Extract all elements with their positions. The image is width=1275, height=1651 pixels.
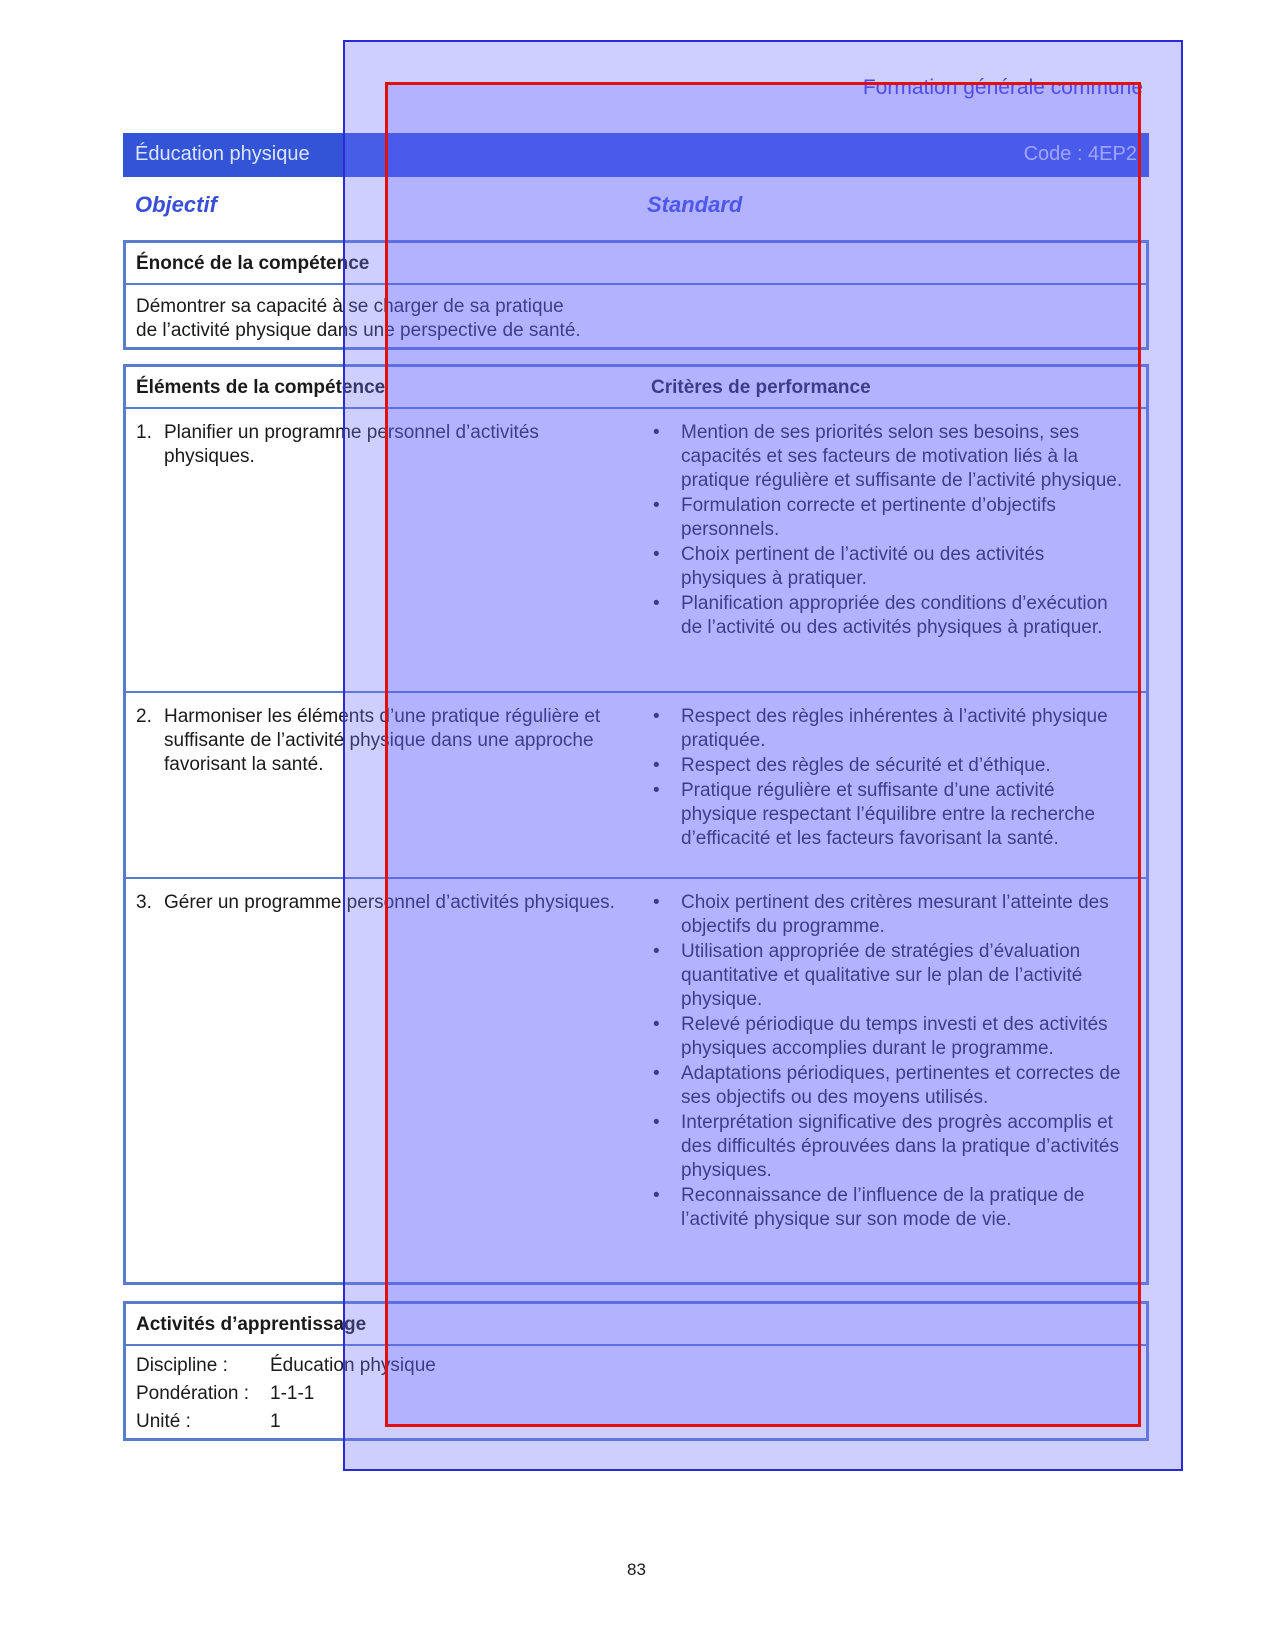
bullet-icon: • [653, 422, 660, 443]
activites-body [126, 1346, 1146, 1442]
criterion-text: Respect des règles inhérentes à l’activité physique pratiquée. [681, 706, 1108, 751]
element-number: 1. [136, 422, 152, 443]
bullet-icon: • [653, 780, 660, 801]
element-row [126, 409, 1146, 693]
criterion-item [651, 779, 1126, 851]
enonce-body [126, 285, 1146, 353]
enonce-line: Démontrer sa capacité à se charger de sa pratique [136, 296, 564, 317]
bullet-icon: • [653, 706, 660, 727]
running-head: Formation générale commune [862, 76, 1143, 99]
element-description: Gérer un programme personnel d’activités physiques. [164, 892, 615, 913]
criterion-text: Interprétation significative des progrès accomplis et des difficultés éprouvées dans la pratique d’activités physiques. [681, 1112, 1119, 1181]
element-text [136, 891, 626, 915]
title-bar [123, 133, 1149, 177]
bullet-icon: • [653, 1112, 660, 1133]
discipline-row [136, 1352, 1136, 1380]
activites-header: Activités d’apprentissage [126, 1304, 1146, 1346]
heading-objectif: Objectif [135, 192, 217, 217]
criteria-list [651, 705, 1126, 852]
enonce-box [123, 240, 1149, 350]
element-description: Harmoniser les éléments d’une pratique régulière et suffisante de l’activité physique dans une approche favorisant la santé. [164, 706, 601, 775]
bullet-icon: • [653, 593, 660, 614]
ponderation-label: Pondération : [136, 1383, 250, 1404]
enonce-header: Énoncé de la compétence [126, 243, 1146, 285]
criterion-item [651, 494, 1126, 542]
bullet-icon: • [653, 1014, 660, 1035]
ponderation-value: 1-1-1 [270, 1383, 315, 1404]
discipline-label: Discipline : [136, 1355, 228, 1376]
elements-header-left: Éléments de la compétence [136, 377, 386, 398]
element-text [136, 421, 626, 469]
criterion-item [651, 1062, 1126, 1110]
criterion-item [651, 421, 1126, 493]
heading-standard: Standard [647, 192, 743, 217]
criterion-item [651, 1111, 1126, 1183]
criterion-text: Formulation correcte et pertinente d’objectifs personnels. [681, 495, 1056, 540]
element-row [126, 879, 1146, 1284]
criterion-text: Reconnaissance de l’influence de la pratique de l’activité physique sur son mode de vie. [681, 1185, 1085, 1230]
criterion-text: Adaptations périodiques, pertinentes et correctes de ses objectifs ou des moyens utilisés. [681, 1063, 1121, 1108]
criterion-item [651, 1013, 1126, 1061]
elements-header-right: Critères de performance [651, 377, 871, 398]
criterion-item [651, 891, 1126, 939]
course-code: Code : 4EP2 [1023, 143, 1137, 165]
criterion-item [651, 705, 1126, 753]
ponderation-row [136, 1380, 1136, 1408]
criteria-list [651, 421, 1126, 641]
bullet-icon: • [653, 544, 660, 565]
enonce-line: de l’activité physique dans une perspective de santé. [136, 320, 581, 341]
activites-box [123, 1301, 1149, 1441]
unite-value: 1 [270, 1411, 281, 1432]
element-row [126, 693, 1146, 879]
elements-box [123, 364, 1149, 1285]
page-number: 83 [627, 1560, 646, 1579]
criterion-item [651, 543, 1126, 591]
criterion-item [651, 592, 1126, 640]
bullet-icon: • [653, 892, 660, 913]
elements-header [126, 367, 1146, 409]
unite-row [136, 1408, 1136, 1436]
criterion-text: Choix pertinent de l’activité ou des activités physiques à pratiquer. [681, 544, 1045, 589]
criterion-text: Relevé périodique du temps investi et des activités physiques accomplies durant le programme. [681, 1014, 1108, 1059]
element-number: 3. [136, 892, 152, 913]
discipline-title: Éducation physique [135, 143, 310, 165]
bullet-icon: • [653, 495, 660, 516]
bullet-icon: • [653, 1185, 660, 1206]
element-description: Planifier un programme personnel d’activités physiques. [164, 422, 539, 467]
discipline-value: Éducation physique [270, 1355, 436, 1376]
criterion-item [651, 940, 1126, 1012]
criterion-text: Choix pertinent des critères mesurant l’atteinte des objectifs du programme. [681, 892, 1109, 937]
criterion-text: Mention de ses priorités selon ses besoins, ses capacités et ses facteurs de motivation liés à la pratique régulière et suffisante de l’activité physique. [681, 422, 1123, 491]
element-text [136, 705, 626, 777]
criterion-item [651, 1184, 1126, 1232]
criteria-list [651, 891, 1126, 1233]
criterion-text: Respect des règles de sécurité et d’éthique. [681, 755, 1051, 776]
element-number: 2. [136, 706, 152, 727]
criterion-text: Pratique régulière et suffisante d’une activité physique respectant l’équilibre entre la recherche d’efficacité et les facteurs favorisant la santé. [681, 780, 1096, 849]
criterion-item [651, 754, 1126, 778]
criterion-text: Planification appropriée des conditions d’exécution de l’activité ou des activités physiques à pratiquer. [681, 593, 1108, 638]
bullet-icon: • [653, 1063, 660, 1084]
unite-label: Unité : [136, 1411, 191, 1432]
criterion-text: Utilisation appropriée de stratégies d’évaluation quantitative et qualitative sur le plan de l’activité physique. [681, 941, 1083, 1010]
bullet-icon: • [653, 755, 660, 776]
bullet-icon: • [653, 941, 660, 962]
